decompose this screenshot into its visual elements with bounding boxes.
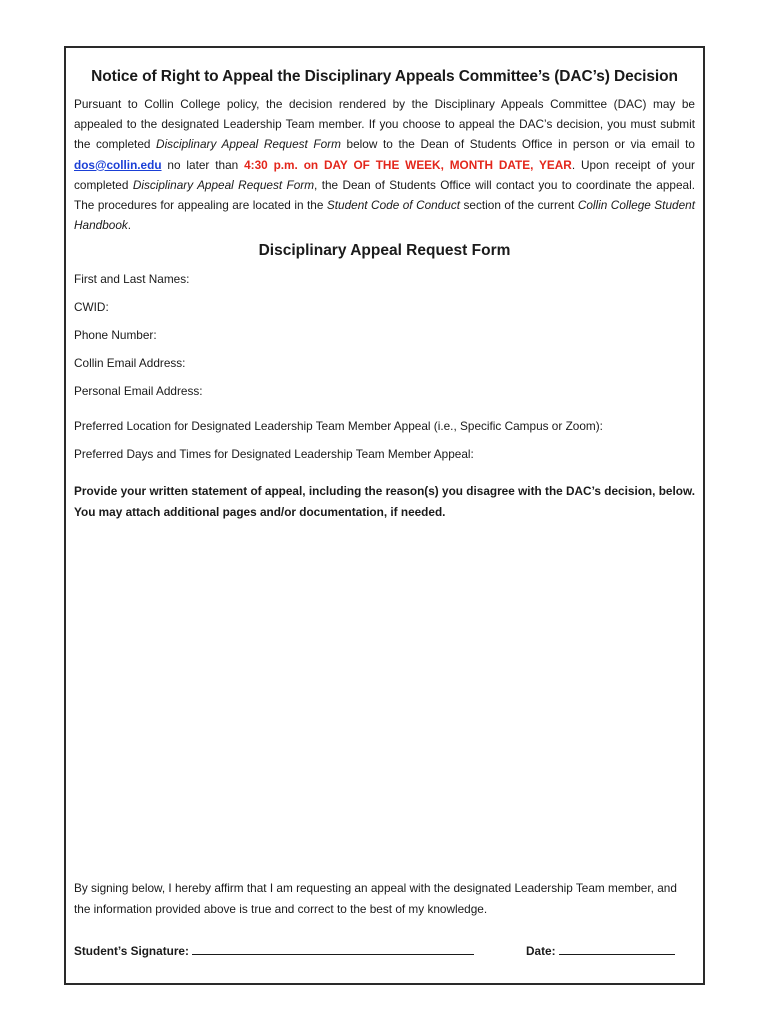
signature-field[interactable] [74,943,474,958]
date-field[interactable] [526,943,675,958]
form-name-ref: Disciplinary Appeal Request Form [132,177,315,192]
notice-frame [64,46,705,985]
cwid-field-label[interactable]: CWID: [74,300,109,314]
handbook-ref: Collin College Student Handbook [74,198,695,233]
location-field-label[interactable]: Preferred Location for Designated Leadership Team Member Appeal (i.e., Specific Campus or Zoom): [74,419,603,433]
signature-line[interactable] [192,943,474,955]
personal-email-field-label[interactable]: Personal Email Address: [74,384,203,398]
affirmation-text: By signing below, I hereby affirm that I am requesting an appeal with the designated Leadership Team member, and the information provided above is true and correct to the best of my knowledge. [74,881,677,916]
names-field-label[interactable]: First and Last Names: [74,272,190,286]
dos-email-link[interactable]: dos@collin.edu [74,157,162,172]
date-label: Date: [526,944,556,958]
collin-email-field-label[interactable]: Collin Email Address: [74,356,186,370]
times-field-label[interactable]: Preferred Days and Times for Designated Leadership Team Member Appeal: [74,447,474,461]
form-title: Disciplinary Appeal Request Form [258,242,511,259]
code-of-conduct-ref: Student Code of Conduct [326,198,461,213]
notice-paragraph: Pursuant to Collin College policy, the decision rendered by the Disciplinary Appeals Committee (DAC) may be appealed to the designated Leadership Team member. If you choose to appeal the DAC’s decision, you must submit the completed Disciplinary Appeal Request Form below to the Dean of Students Office in person or via email to dos@collin.edu no later than 4:30 p.m. on DAY OF THE WEEK, MONTH DATE, YEAR. Upon receipt of your completed Disciplinary Appeal Request Form, the Dean of Students Office will contact you to coordinate the appeal. The procedures for appealing are located in the Student Code of Conduct section of the current Collin College Student Handbook. [74,97,695,233]
statement-prompt: Provide your written statement of appeal, including the reason(s) you disagree with the DAC’s decision, below. You may attach additional pages and/or documentation, if needed. [74,484,695,519]
signature-label: Student’s Signature: [74,944,189,958]
deadline-text: 4:30 p.m. on DAY OF THE WEEK, MONTH DATE, YEAR [244,157,572,172]
date-line[interactable] [559,943,675,955]
form-name-ref: Disciplinary Appeal Request Form [156,137,341,152]
notice-title: Notice of Right to Appeal the Disciplinary Appeals Committee’s (DAC’s) Decision [91,68,678,85]
phone-field-label[interactable]: Phone Number: [74,328,157,342]
